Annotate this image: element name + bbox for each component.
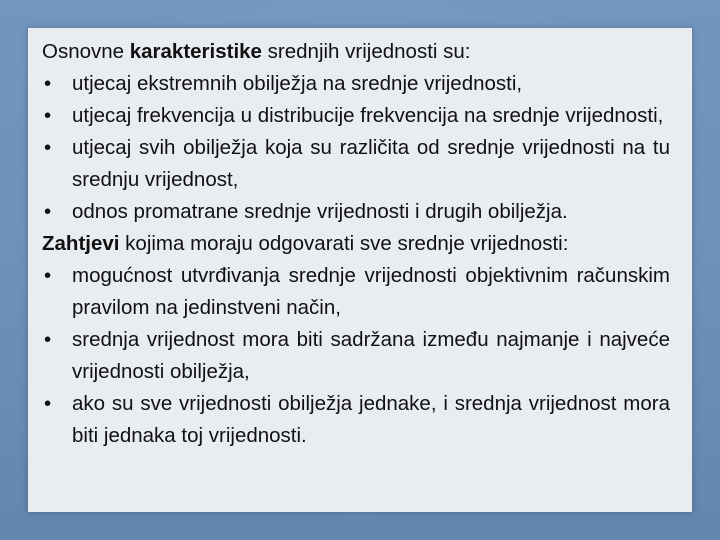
heading-text-pre: Osnovne bbox=[42, 40, 130, 63]
bullet-icon: • bbox=[44, 328, 52, 351]
bullet-icon: • bbox=[44, 136, 52, 159]
bullet-icon: • bbox=[44, 200, 52, 223]
list-item bbox=[42, 196, 670, 228]
list-item-text: srednja vrijednost mora biti sadržana između najmanje i najveće vrijednosti obilježja, bbox=[72, 328, 670, 383]
heading-requirements bbox=[42, 228, 670, 260]
bullet-icon: • bbox=[44, 264, 52, 287]
slide-text bbox=[42, 36, 670, 452]
bullet-icon: • bbox=[44, 72, 52, 95]
heading-characteristics bbox=[42, 36, 670, 68]
list-item bbox=[42, 68, 670, 100]
list-item-text: mogućnost utvrđivanja srednje vrijednosti objektivnim računskim pravilom na jedinstveni način, bbox=[72, 264, 670, 319]
bullet-icon: • bbox=[44, 104, 52, 127]
list-item-text: utjecaj ekstremnih obilježja na srednje vrijednosti, bbox=[72, 72, 523, 95]
list-item bbox=[42, 388, 670, 452]
heading-text-post: srednjih vrijednosti su: bbox=[261, 40, 471, 63]
heading-bold-term: karakteristike bbox=[129, 40, 262, 63]
heading-text-post: kojima moraju odgovarati sve srednje vrijednosti: bbox=[119, 232, 569, 255]
list-item bbox=[42, 132, 670, 196]
list-item-text: utjecaj frekvencija u distribucije frekvencija na srednje vrijednosti, bbox=[72, 104, 664, 127]
list-item-text: odnos promatrane srednje vrijednosti i drugih obilježja. bbox=[72, 200, 568, 223]
requirements-list bbox=[42, 260, 670, 452]
list-item bbox=[42, 100, 670, 132]
bullet-icon: • bbox=[44, 392, 52, 415]
list-item-text: ako su sve vrijednosti obilježja jednake, i srednja vrijednost mora biti jednaka toj vrijednosti. bbox=[72, 392, 670, 447]
list-item bbox=[42, 260, 670, 324]
list-item bbox=[42, 324, 670, 388]
content-panel bbox=[28, 28, 692, 512]
heading-bold-term: Zahtjevi bbox=[42, 232, 120, 255]
characteristics-list bbox=[42, 68, 670, 228]
list-item-text: utjecaj svih obilježja koja su različita od srednje vrijednosti na tu srednju vrijednost, bbox=[72, 136, 670, 191]
